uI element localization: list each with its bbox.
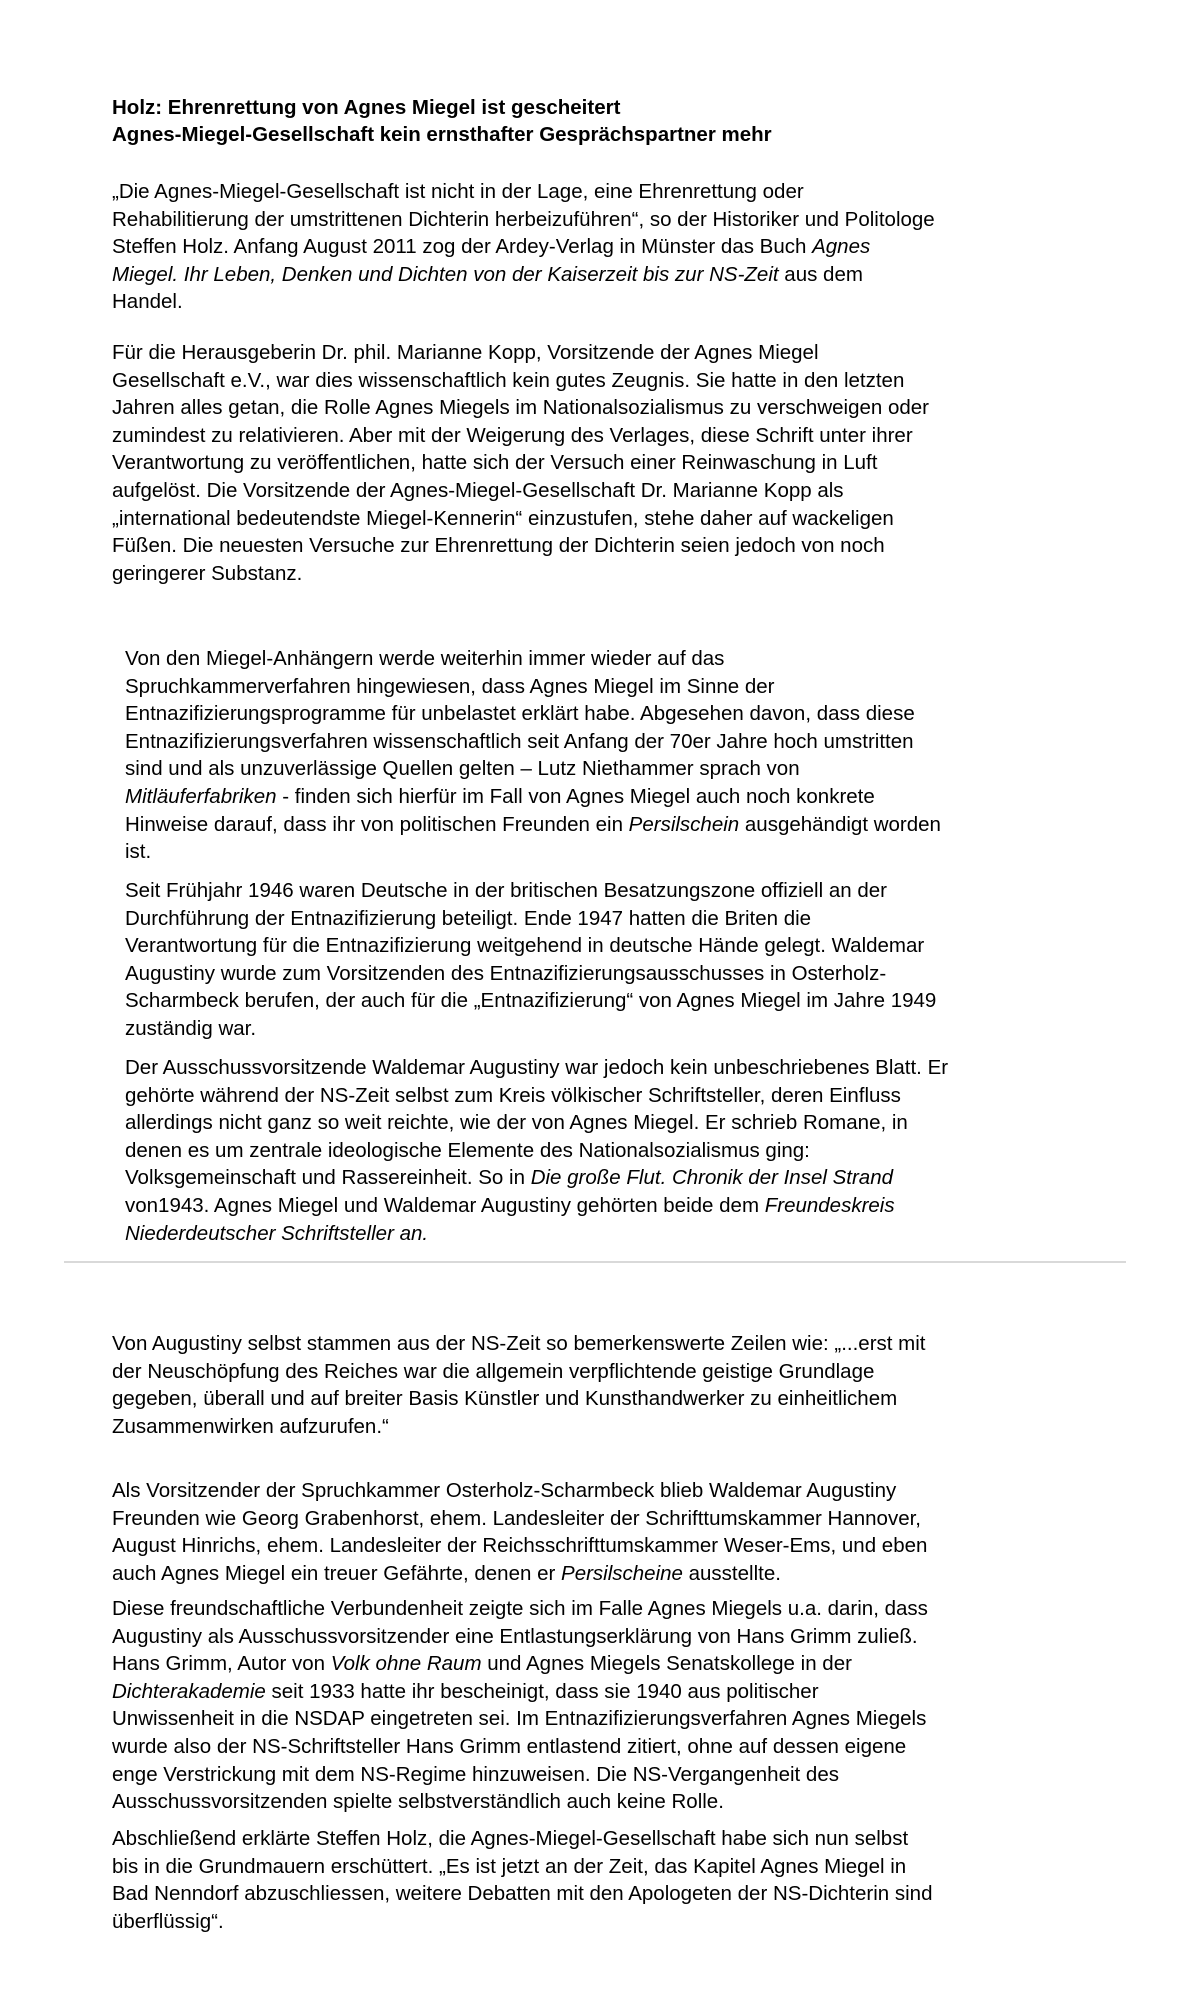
text-line — [125, 1137, 948, 1165]
italic-text: Persilschein — [628, 812, 740, 836]
paragraph — [125, 877, 936, 1043]
text: aus dem — [778, 262, 863, 286]
text: Spruchkammerverfahren hingewiesen, dass Agnes Miegel im Sinne der — [125, 674, 775, 698]
text: Von Augustiny selbst stammen aus der NS-Zeit so bemerkenswerte Zeilen wie: „...erst mit — [112, 1332, 926, 1355]
text-line — [125, 1015, 936, 1043]
text: ausgehändigt worden — [739, 812, 941, 836]
text-line — [125, 877, 936, 905]
text: seit 1933 hatte ihr bescheinigt, dass sie 1940 aus politischer — [265, 1679, 819, 1703]
text-line — [112, 206, 935, 234]
text: Hans Grimm, Autor von — [112, 1652, 331, 1676]
text: und Agnes Miegels Senatskollege in der — [481, 1652, 852, 1676]
text-line — [112, 1853, 932, 1881]
text-line — [112, 261, 935, 289]
text-line — [112, 1733, 928, 1761]
text: Augustiny als Ausschussvorsitzender eine Entlastungserklärung von Hans Grimm zuließ. — [112, 1624, 918, 1648]
text-line — [125, 1192, 948, 1220]
text: August Hinrichs, ehem. Landesleiter der Reichsschrifttumskammer Weser-Ems, und eben — [112, 1534, 928, 1558]
text: bis in die Grundmauern erschüttert. „Es ist jetzt an der Zeit, das Kapitel Agnes Miegel in — [112, 1854, 907, 1878]
paragraph — [125, 1054, 948, 1247]
text: der Neuschöpfung des Reiches war die allgemein verpflichtende geistige Grundlage — [112, 1359, 875, 1383]
text: „Die Agnes-Miegel-Gesellschaft ist nicht in der Lage, eine Ehrenrettung oder — [112, 180, 804, 203]
italic-text: Miegel. Ihr Leben, Denken und Dichten von der Kaiserzeit bis zur NS-Zeit — [112, 262, 779, 286]
text: Scharmbeck berufen, der auch für die „Entnazifizierung“ von Agnes Miegel im Jahre 1949 — [125, 989, 937, 1013]
text: Der Ausschussvorsitzende Waldemar Augustiny war jedoch kein unbeschriebenes Blatt. Er — [125, 1056, 949, 1079]
text-line — [112, 1705, 928, 1733]
text: Diese freundschaftliche Verbundenheit zeigte sich im Falle Agnes Miegels u.a. darin, dass — [112, 1597, 928, 1620]
text: Gesellschaft e.V., war dies wissenschaftlich kein gutes Zeugnis. Sie hatte in den letzten — [112, 368, 905, 392]
text-line — [112, 1678, 928, 1706]
text-line — [125, 1220, 948, 1248]
text: Unwissenheit in die NSDAP eingetreten sei. Im Entnazifizierungsverfahren Agnes Miegels — [112, 1707, 927, 1731]
text: Verantwortung zu veröffentlichen, hatte sich der Versuch einer Reinwaschung in Luft — [112, 451, 878, 475]
text: Bad Nenndorf abzuschliessen, weitere Debatten mit den Apologeten der NS-Dichterin sind — [112, 1882, 933, 1906]
text: Zusammenwirken aufzurufen.“ — [112, 1414, 389, 1438]
text-line — [125, 1109, 948, 1137]
text: gehörte während der NS-Zeit selbst zum Kreis völkischer Schriftsteller, deren Einfluss — [125, 1083, 901, 1107]
text-line — [112, 1358, 926, 1386]
text-line — [125, 755, 941, 783]
text-line — [112, 1880, 932, 1908]
text-line — [125, 987, 936, 1015]
text: Von den Miegel-Anhängern werde weiterhin immer wieder auf das — [125, 647, 725, 670]
text-line — [125, 728, 941, 756]
title-line-1: Holz: Ehrenrettung von Agnes Miegel ist gescheitert — [112, 96, 621, 119]
text: Handel. — [112, 290, 183, 314]
text-line — [125, 700, 941, 728]
paragraph — [112, 1595, 928, 1816]
italic-text: Die große Flut. Chronik der Insel Strand — [530, 1166, 894, 1190]
text-line — [125, 811, 941, 839]
text-line — [112, 477, 929, 505]
text: Füßen. Die neuesten Versuche zur Ehrenrettung der Dichterin seien jedoch von noch — [112, 534, 885, 558]
text: gegeben, überall und auf breiter Basis Künstler und Kunsthandwerker zu einheitlichem — [112, 1387, 898, 1411]
text-line — [125, 673, 941, 701]
text-line — [112, 1505, 927, 1533]
text-line — [125, 645, 941, 673]
text-line — [125, 960, 936, 988]
text: Abschließend erklärte Steffen Holz, die Agnes-Miegel-Gesellschaft habe sich nun selbst — [112, 1827, 909, 1850]
text-line — [112, 1413, 926, 1441]
text-line — [112, 1595, 928, 1623]
paragraph — [112, 1825, 932, 1935]
text: zuständig war. — [125, 1016, 257, 1040]
text: allerdings nicht ganz so weit reichte, wie der von Agnes Miegel. Er schrieb Romane, in — [125, 1111, 908, 1135]
article-title — [112, 94, 772, 148]
text-line — [112, 422, 929, 450]
text: Jahren alles getan, die Rolle Agnes Miegels im Nationalsozialismus zu verschweigen oder — [112, 396, 930, 420]
paragraph — [112, 339, 929, 587]
paragraph — [112, 1330, 926, 1440]
text-line — [112, 1650, 928, 1678]
text-line — [112, 1788, 928, 1816]
text: Freunden wie Georg Grabenhorst, ehem. Landesleiter der Schrifttumskammer Hannover, — [112, 1506, 921, 1530]
text-line — [125, 783, 941, 811]
text-line — [112, 1532, 927, 1560]
paragraph — [112, 178, 935, 316]
text-line — [112, 505, 929, 533]
text: zumindest zu relativieren. Aber mit der Weigerung des Verlages, diese Schrift unter ihrer — [112, 423, 913, 447]
text: Augustiny wurde zum Vorsitzenden des Entnazifizierungsausschusses in Osterholz- — [125, 961, 887, 985]
text-line — [112, 1560, 927, 1588]
text: sind und als unzuverlässige Quellen gelten – Lutz Niethammer sprach von — [125, 757, 800, 781]
text-line — [112, 1825, 932, 1853]
text: Verantwortung für die Entnazifizierung weitgehend in deutsche Hände gelegt. Waldemar — [125, 934, 925, 958]
text: Entnazifizierungsverfahren wissenschaftlich seit Anfang der 70er Jahre hoch umstritten — [125, 729, 914, 753]
text-line — [112, 367, 929, 395]
subtitle-line: Agnes-Miegel-Gesellschaft kein ernsthafter Gesprächspartner mehr — [112, 123, 772, 146]
text: geringerer Substanz. — [112, 561, 303, 585]
italic-text: Agnes — [812, 235, 871, 259]
text: ausstellte. — [682, 1561, 781, 1585]
horizontal-divider — [64, 1261, 1126, 1263]
italic-text: Volk ohne Raum — [330, 1652, 482, 1676]
text-line — [112, 1330, 926, 1358]
text: „international bedeutendste Miegel-Kennerin“ einzustufen, stehe daher auf wackeligen — [112, 506, 894, 530]
italic-text: Mitläuferfabriken — [125, 784, 277, 808]
italic-text: Persilscheine — [561, 1561, 683, 1585]
text-line — [112, 178, 935, 206]
text-line — [112, 560, 929, 588]
italic-text: Dichterakademie — [112, 1679, 266, 1703]
text: ist. — [125, 840, 152, 864]
text-line — [112, 1761, 928, 1789]
text: Als Vorsitzender der Spruchkammer Osterholz-Scharmbeck blieb Waldemar Augustiny — [112, 1479, 897, 1502]
text: überflüssig“. — [112, 1909, 224, 1933]
text-line — [112, 532, 929, 560]
text: enge Verstrickung mit dem NS-Regime hinzuweisen. Die NS-Vergangenheit des — [112, 1762, 839, 1786]
text-line — [112, 233, 935, 261]
text: denen es um zentrale ideologische Elemente des Nationalsozialismus ging: — [125, 1138, 810, 1162]
text: Durchführung der Entnazifizierung beteiligt. Ende 1947 hatten die Briten die — [125, 906, 812, 930]
text-line — [112, 339, 929, 367]
text-line — [112, 1908, 932, 1936]
text-line — [125, 838, 941, 866]
text: Für die Herausgeberin Dr. phil. Marianne Kopp, Vorsitzende der Agnes Miegel — [112, 341, 819, 364]
text: Ausschussvorsitzenden spielte selbstverständlich auch keine Rolle. — [112, 1790, 724, 1814]
text-line — [125, 932, 936, 960]
italic-text: Freundeskreis — [764, 1193, 895, 1217]
text-line — [112, 288, 935, 316]
paragraph — [125, 645, 941, 866]
text-line — [125, 905, 936, 933]
text-line — [125, 1054, 948, 1082]
text: Steffen Holz. Anfang August 2011 zog der Ardey-Verlag in Münster das Buch — [112, 235, 813, 259]
text-line — [112, 1477, 927, 1505]
text-line — [112, 1385, 926, 1413]
text: Seit Frühjahr 1946 waren Deutsche in der britischen Besatzungszone offiziell an der — [125, 879, 887, 902]
text: auch Agnes Miegel ein treuer Gefährte, denen er — [112, 1561, 562, 1585]
text-line — [125, 1164, 948, 1192]
text-line — [112, 394, 929, 422]
italic-text: Niederdeutscher Schriftsteller an. — [125, 1221, 429, 1245]
text-line — [112, 449, 929, 477]
text: Hinweise darauf, dass ihr von politischen Freunden ein — [125, 812, 629, 836]
text-line — [112, 1623, 928, 1651]
text: Volksgemeinschaft und Rassereinheit. So in — [125, 1166, 531, 1190]
text: Entnazifizierungsprogramme für unbelastet erklärt habe. Abgesehen davon, dass diese — [125, 702, 915, 726]
text: aufgelöst. Die Vorsitzende der Agnes-Miegel-Gesellschaft Dr. Marianne Kopp als — [112, 478, 844, 502]
text-line — [125, 1082, 948, 1110]
text: - finden sich hierfür im Fall von Agnes Miegel auch noch konkrete — [276, 784, 875, 808]
paragraph — [112, 1477, 927, 1587]
text: wurde also der NS-Schriftsteller Hans Grimm entlastend zitiert, ohne auf dessen eigene — [112, 1734, 907, 1758]
text: Rehabilitierung der umstrittenen Dichterin herbeizuführen“, so der Historiker und Politologe — [112, 207, 935, 231]
text: von1943. Agnes Miegel und Waldemar Augustiny gehörten beide dem — [125, 1193, 765, 1217]
